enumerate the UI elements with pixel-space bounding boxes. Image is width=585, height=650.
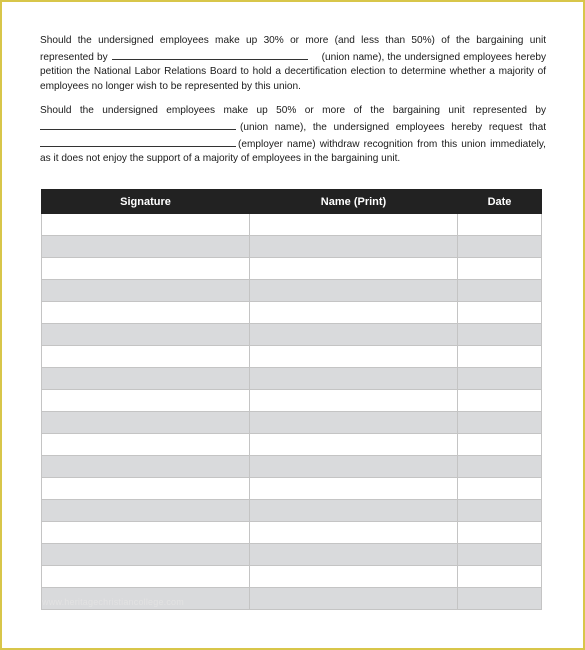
document-body [40,34,546,167]
table-row [42,346,542,368]
name-cell[interactable] [250,368,458,390]
table-row [42,280,542,302]
name-cell[interactable] [250,258,458,280]
signature-cell[interactable] [42,522,250,544]
signature-cell[interactable] [42,544,250,566]
table-row [42,214,542,236]
signature-table [41,189,542,610]
date-cell[interactable] [458,566,542,588]
signature-cell[interactable] [42,324,250,346]
date-cell[interactable] [458,346,542,368]
table-row [42,390,542,412]
date-cell[interactable] [458,588,542,610]
table-row [42,324,542,346]
table-body [42,214,542,610]
name-cell[interactable] [250,544,458,566]
column-header-name: Name (Print) [250,190,458,214]
date-cell[interactable] [458,280,542,302]
employer-name-blank[interactable] [40,136,236,147]
signature-cell[interactable] [42,368,250,390]
union-name-blank[interactable] [40,119,236,130]
name-cell[interactable] [250,390,458,412]
date-cell[interactable] [458,302,542,324]
date-cell[interactable] [458,434,542,456]
table-row [42,500,542,522]
paragraph-text: (union name), the undersigned employees hereby request that [240,121,546,133]
date-cell[interactable] [458,412,542,434]
table-row [42,302,542,324]
date-cell[interactable] [458,544,542,566]
paragraph-decertification [40,34,546,94]
table-header-row [42,190,542,214]
column-header-date: Date [458,190,542,214]
name-cell[interactable] [250,456,458,478]
date-cell[interactable] [458,522,542,544]
signature-cell[interactable] [42,302,250,324]
signature-cell[interactable] [42,346,250,368]
signature-cell[interactable] [42,258,250,280]
name-cell[interactable] [250,412,458,434]
table-row [42,434,542,456]
date-cell[interactable] [458,390,542,412]
date-cell[interactable] [458,324,542,346]
date-cell[interactable] [458,236,542,258]
signature-cell[interactable] [42,456,250,478]
signature-cell[interactable] [42,412,250,434]
paragraph-withdraw-recognition [40,104,546,166]
table-row [42,478,542,500]
name-cell[interactable] [250,214,458,236]
name-cell[interactable] [250,280,458,302]
paragraph-text: Should the undersigned employees make up 50% or more of the bargaining unit represented by [40,105,546,117]
table-row [42,236,542,258]
signature-cell[interactable] [42,478,250,500]
date-cell[interactable] [458,214,542,236]
name-cell[interactable] [250,302,458,324]
name-cell[interactable] [250,522,458,544]
name-cell[interactable] [250,478,458,500]
date-cell[interactable] [458,500,542,522]
signature-cell[interactable] [42,566,250,588]
signature-cell[interactable] [42,214,250,236]
name-cell[interactable] [250,324,458,346]
paragraph-text: Should the undersigned employees make up 30% or more (and less than 50%) of the bargaining unit represented by [40,35,546,63]
signature-cell[interactable] [42,280,250,302]
watermark: www.heritagechristiancollege.com [42,597,184,607]
table-row [42,368,542,390]
date-cell[interactable] [458,368,542,390]
paragraph-text: (union name), the undersigned employees hereby petition the National Labor Relations Board to hold a decertification election to determine whether a majority of employees no longer wish to be represented by this union. [40,51,546,92]
name-cell[interactable] [250,236,458,258]
table-row [42,522,542,544]
signature-cell[interactable] [42,434,250,456]
date-cell[interactable] [458,478,542,500]
union-name-blank[interactable] [112,49,308,60]
name-cell[interactable] [250,500,458,522]
paragraph-text: (employer name) withdraw recognition from this union immediately, as it does not enjoy the support of a majority of employees in the bargaining unit. [40,138,546,165]
table-row [42,456,542,478]
signature-cell[interactable] [42,500,250,522]
table-row [42,412,542,434]
name-cell[interactable] [250,434,458,456]
name-cell[interactable] [250,566,458,588]
column-header-signature: Signature [42,190,250,214]
date-cell[interactable] [458,258,542,280]
table-row [42,566,542,588]
table-row [42,258,542,280]
signature-cell[interactable] [42,236,250,258]
signature-cell[interactable] [42,390,250,412]
name-cell[interactable] [250,346,458,368]
table-row [42,544,542,566]
name-cell[interactable] [250,588,458,610]
date-cell[interactable] [458,456,542,478]
